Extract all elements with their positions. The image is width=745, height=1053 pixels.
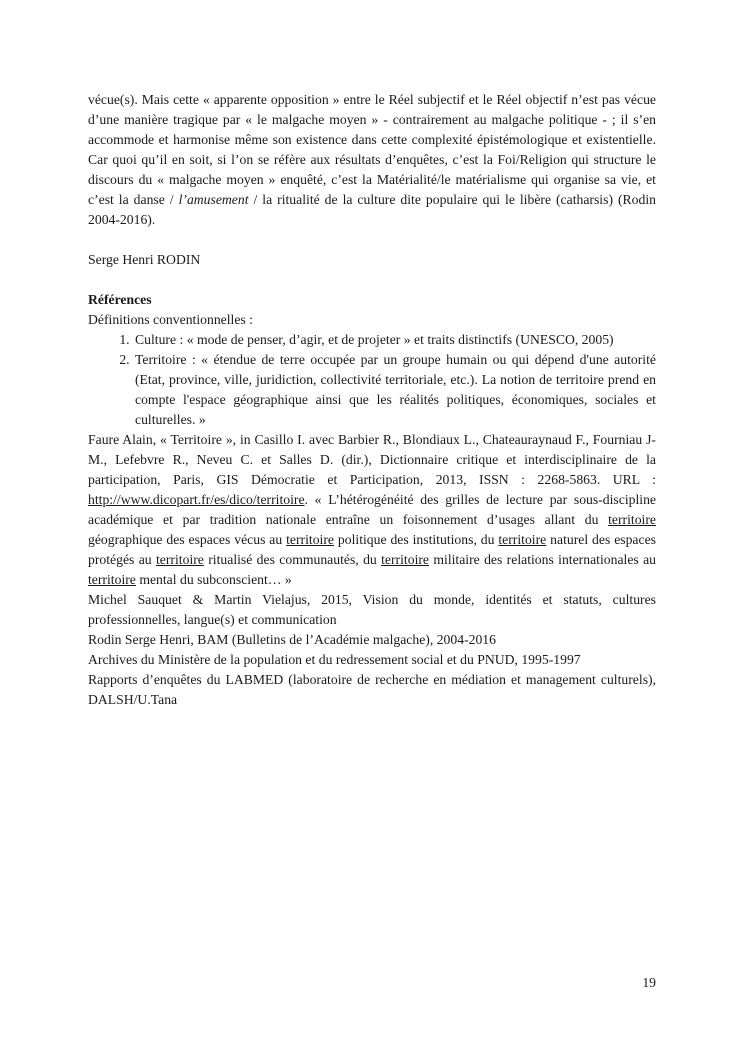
faure-text: ritualisé des communautés, du (203, 552, 382, 567)
underlined-term: territoire (88, 572, 136, 587)
spacer (88, 230, 656, 250)
reference-entry: Rapports d’enquêtes du LABMED (laboratoire de recherche en médiation et management culturels), DALSH/U.Tana (88, 672, 656, 707)
underlined-term: territoire (286, 532, 334, 547)
references-section (88, 310, 656, 710)
faure-text: militaire des relations internationales au (429, 552, 657, 567)
faure-text: politique des institutions, du (334, 532, 499, 547)
underlined-term: territoire (156, 552, 204, 567)
author-signature: Serge Henri RODIN (88, 252, 201, 267)
underlined-term: territoire (608, 512, 656, 527)
document-page (88, 90, 656, 710)
reference-entry-faure (88, 430, 656, 590)
faure-text: mental du subconscient… » (135, 572, 292, 587)
body-text: vécue(s). Mais cette « apparente opposition » entre le Réel subjectif et le Réel objectif n’est pas vécue d’une manière tragique par « le malgache moyen » - contrairement au malgache politique - ; il s’en accommode et harmonise même son existence dans cette complexité épistémologique et existentielle. Car quoi qu’il en soit, si l’on se réfère aux résultats d’enquêtes, c’est la Foi/Religion qui structure le discours du « malgache moyen » enquêté, c’est la Matérialité/le matérialisme qui organise sa vie, et c’est la danse / (88, 92, 656, 207)
definitions-label: Définitions conventionnelles : (88, 312, 253, 327)
faure-text: naturel des espaces protégés au (88, 532, 656, 567)
faure-text: géographique des espaces vécus au (88, 532, 287, 547)
page-number: 19 (642, 975, 656, 990)
reference-entry: Archives du Ministère de la population et du redressement social et du PNUD, 1995-1997 (88, 652, 581, 667)
underlined-term: territoire (498, 532, 547, 547)
reference-entry: Michel Sauquet & Martin Vielajus, 2015, Vision du monde, identités et statuts, cultures professionnelles, langue(s) et communication (88, 592, 656, 627)
italic-term: l’amusement (178, 192, 249, 207)
definitions-list (88, 330, 656, 430)
body-text-end: / la ritualité de la culture dite populaire qui le libère (catharsis) (Rodin 2004-2016). (88, 192, 656, 227)
reference-entry: Rodin Serge Henri, BAM (Bulletins de l’Académie malgache), 2004-2016 (88, 632, 496, 647)
underlined-term: territoire (381, 552, 430, 567)
spacer (88, 270, 656, 290)
definition-item-territoire: 2. Territoire : « étendue de terre occupée par un groupe humain ou qui dépend d'une autorité (Etat, province, ville, juridiction, collectivité territoriale, etc.). La notion de territoire prend en compte l'espace géographique ainsi que les réalités politiques, économiques, sociales et culturelles. » (133, 350, 656, 430)
body-paragraph (88, 90, 656, 230)
references-heading: Références (88, 292, 152, 307)
definition-item-culture: 1. Culture : « mode de penser, d’agir, et de projeter » et traits distinctifs (UNESCO, 2005) (133, 330, 656, 350)
dicopart-link[interactable]: http://www.dicopart.fr/es/dico/territoire (88, 492, 305, 507)
faure-text: . « L’hétérogénéité des grilles de lecture par sous-discipline académique et par tradition nationale entraîne un foisonnement d’usages allant du (88, 492, 656, 527)
faure-text: Faure Alain, « Territoire », in Casillo I. avec Barbier R., Blondiaux L., Chateauraynaud F., Fourniau J-M., Lefebvre R., Neveu C. et Salles D. (dir.), Dictionnaire critique et interdisciplinaire de la participation, Paris, GIS Démocratie et Participation, 2013, ISSN : 2268-5863. URL : (88, 432, 656, 487)
